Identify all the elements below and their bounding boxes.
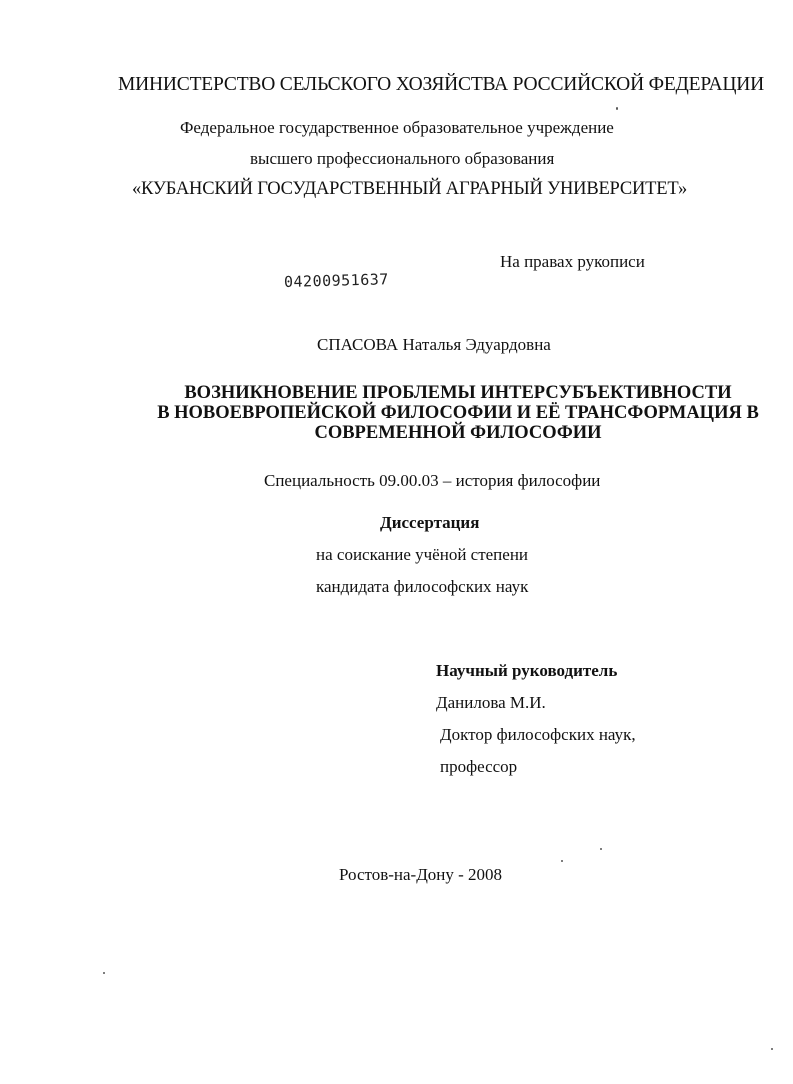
title-line: ВОЗНИКНОВЕНИЕ ПРОБЛЕМЫ ИНТЕРСУБЪЕКТИВНОСТИ bbox=[184, 383, 732, 403]
city-year: Ростов-на-Дону - 2008 bbox=[339, 865, 503, 884]
scan-speck bbox=[103, 972, 105, 974]
author-name: СПАСОВА Наталья Эдуардовна bbox=[317, 335, 551, 354]
supervisor-name: Данилова М.И. bbox=[436, 693, 546, 712]
supervisor-degree: Доктор философских наук, bbox=[440, 725, 636, 744]
specialty: Специальность 09.00.03 – история философии bbox=[264, 471, 601, 490]
degree-line-1: на соискание учёной степени bbox=[316, 545, 529, 564]
registration-stamp: 04200951637 bbox=[283, 270, 390, 291]
institution-line-2: высшего профессионального образования bbox=[250, 149, 555, 168]
manuscript-rights-note: На правах рукописи bbox=[500, 252, 645, 271]
title-line: В НОВОЕВРОПЕЙСКОЙ ФИЛОСОФИИ И ЕЁ ТРАНСФОРМАЦИЯ В bbox=[157, 403, 759, 423]
work-type: Диссертация bbox=[380, 513, 480, 532]
supervisor-title: профессор bbox=[440, 757, 518, 776]
scan-speck bbox=[561, 860, 563, 862]
ministry-header: МИНИСТЕРСТВО СЕЛЬСКОГО ХОЗЯЙСТВА РОССИЙСКОЙ ФЕДЕРАЦИИ bbox=[118, 74, 765, 95]
scan-speck bbox=[616, 107, 618, 110]
institution-line-1: Федеральное государственное образовательное учреждение bbox=[180, 118, 614, 137]
supervisor-heading: Научный руководитель bbox=[436, 661, 618, 680]
dissertation-title bbox=[120, 383, 793, 443]
university-name: «КУБАНСКИЙ ГОСУДАРСТВЕННЫЙ АГРАРНЫЙ УНИВЕРСИТЕТ» bbox=[132, 179, 688, 199]
degree-line-2: кандидата философских наук bbox=[316, 577, 529, 596]
title-line: СОВРЕМЕННОЙ ФИЛОСОФИИ bbox=[314, 423, 602, 443]
scan-speck bbox=[600, 848, 602, 850]
scan-speck bbox=[771, 1048, 773, 1050]
